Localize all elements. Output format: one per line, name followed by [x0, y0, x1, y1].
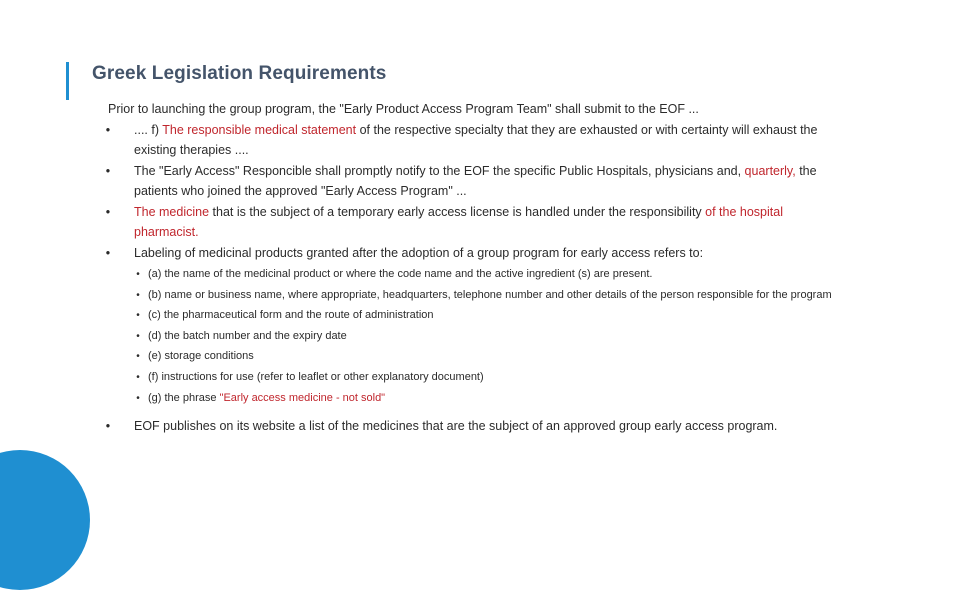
- bullet-icon: •: [105, 122, 111, 137]
- item-highlight: quarterly,: [744, 163, 796, 178]
- sub-item-f: [134, 370, 833, 385]
- slide-title: Greek Legislation Requirements: [92, 63, 387, 84]
- bullet-icon: •: [105, 418, 111, 433]
- sub-bullet-icon: •: [136, 330, 140, 342]
- sub-item-text: (e) storage conditions: [148, 350, 254, 363]
- sub-bullet-icon: •: [136, 392, 140, 404]
- sub-item-a: [134, 267, 833, 282]
- sub-item-text: (f) instructions for use (refer to leaflet or other explanatory document): [148, 370, 484, 383]
- title-accent-bar: [66, 62, 69, 100]
- bullet-item-responsible-statement: [105, 120, 833, 161]
- intro-text: Prior to launching the group program, the "Early Product Access Program Team" shall submit to the EOF ...: [108, 102, 699, 116]
- item-text: the patients who joined the approved "Early Access Program" ...: [134, 163, 817, 198]
- item-text: The "Early Access" Responcible shall promptly notify to the EOF the specific Public Hospitals, physicians and,: [134, 163, 745, 178]
- sub-item-text: (c) the pharmaceutical form and the route of administration: [148, 309, 434, 322]
- item-text: Labeling of medicinal products granted after the adoption of a group program for early access refers to:: [134, 245, 704, 260]
- sub-bullet-icon: •: [136, 351, 140, 363]
- bullet-item-early-access-notify: [105, 161, 833, 202]
- item-highlight: The medicine: [134, 204, 210, 219]
- bullet-icon: •: [105, 163, 111, 178]
- sub-bullet-icon: •: [136, 371, 140, 383]
- bullet-item-labeling: [105, 243, 833, 406]
- sub-item-highlight: "Early access medicine - not sold": [219, 391, 386, 404]
- sub-item-d: [134, 329, 833, 344]
- item-text: that is the subject of a temporary early access license is handled under the responsibility: [209, 204, 706, 219]
- item-text: .... f): [134, 122, 163, 137]
- sub-item-text: (g) the phrase: [148, 391, 220, 404]
- sub-bullet-icon: •: [136, 269, 140, 280]
- main-bullet-list: [105, 120, 833, 437]
- labeling-sub-list: [134, 267, 833, 406]
- bullet-icon: •: [105, 245, 111, 260]
- sub-item-c: [134, 308, 833, 323]
- corner-decoration-circle: [0, 450, 90, 590]
- sub-bullet-icon: •: [136, 310, 140, 322]
- sub-bullet-icon: •: [136, 289, 140, 301]
- slide-content: [105, 99, 833, 436]
- item-highlight: of the hospital pharmacist.: [134, 204, 783, 239]
- bullet-icon: •: [105, 204, 111, 219]
- sub-item-b: [134, 288, 833, 303]
- bullet-item-medicine-pharmacist: [105, 202, 833, 243]
- item-text: of the respective specialty that they are exhausted or with certainty will exhaust the existing therapies ....: [134, 122, 818, 157]
- item-text: EOF publishes on its website a list of the medicines that are the subject of an approved group early access program.: [134, 418, 778, 433]
- sub-item-text: (a) the name of the medicinal product or where the code name and the active ingredient (s) are present.: [148, 268, 653, 280]
- sub-item-g: [134, 391, 833, 406]
- sub-item-text: (b) name or business name, where appropriate, headquarters, telephone number and other details of the person responsible for the program: [148, 288, 832, 301]
- bullet-item-eof-publishes: [105, 416, 833, 437]
- sub-item-e: [134, 349, 833, 364]
- item-highlight: The responsible medical statement: [162, 122, 357, 137]
- sub-item-text: (d) the batch number and the expiry date: [148, 329, 347, 342]
